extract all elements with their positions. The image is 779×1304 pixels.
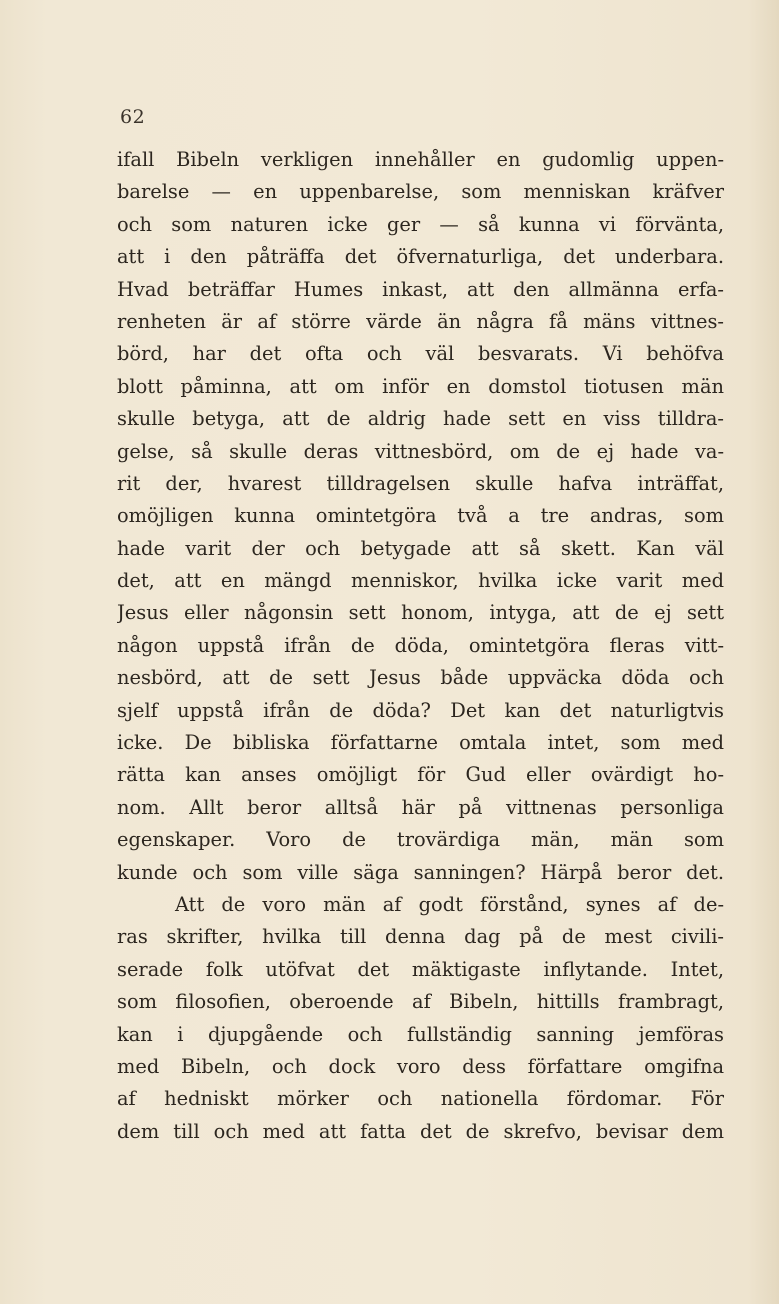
text-line-paragraph-start: Att de voro män af godt förstånd, synes af de- <box>175 892 724 916</box>
text-line: nesbörd, att de sett Jesus både uppväcka döda och <box>117 666 724 690</box>
text-line: nom. Allt beror alltså här på vittnenas personliga <box>117 795 724 819</box>
text-line: någon uppstå ifrån de döda, omintetgöra fleras vitt- <box>117 633 724 657</box>
text-line: med Bibeln, och dock voro dess författare omgifna <box>117 1054 724 1078</box>
text-line: gelse, så skulle deras vittnesbörd, om de ej hade va- <box>117 439 724 463</box>
text-line: kan i djupgående och fullständig sanning jemföras <box>117 1022 724 1046</box>
text-line: kunde och som ville säga sanningen? Härpå beror det. <box>117 860 724 884</box>
text-line: börd, har det ofta och väl besvarats. Vi behöfva <box>117 342 724 366</box>
text-line: sjelf uppstå ifrån de döda? Det kan det naturligtvis <box>117 698 724 722</box>
text-line: Hvad beträffar Humes inkast, att den allmänna erfa- <box>117 277 724 301</box>
page-number: 62 <box>120 106 146 128</box>
text-line: af hedniskt mörker och nationella fördomar. För <box>117 1087 724 1111</box>
text-line: serade folk utöfvat det mäktigaste inflytande. Intet, <box>117 957 724 981</box>
text-line: rätta kan anses omöjligt för Gud eller ovärdigt ho- <box>117 763 724 787</box>
text-line: och som naturen icke ger — så kunna vi förvänta, <box>117 212 724 236</box>
text-line: icke. De bibliska författarne omtala intet, som med <box>117 731 724 755</box>
text-line: blott påminna, att om inför en domstol tiotusen män <box>117 374 724 398</box>
text-line: ifall Bibeln verkligen innehåller en gudomlig uppen- <box>117 148 724 171</box>
text-line: barelse — en uppenbarelse, som menniskan kräfver <box>117 180 724 204</box>
text-line: dem till och med att fatta det de skrefvo, bevisar dem <box>117 1119 724 1143</box>
body-text <box>117 144 724 1148</box>
text-line: att i den påträffa det öfvernaturliga, det underbara. <box>117 245 724 269</box>
text-line: rit der, hvarest tilldragelsen skulle hafva inträffat, <box>117 471 724 495</box>
text-line: renheten är af större värde än några få mäns vittnes- <box>117 309 724 333</box>
text-line: som filosofien, oberoende af Bibeln, hittills frambragt, <box>117 990 724 1014</box>
text-line: hade varit der och betygade att så skett. Kan väl <box>117 536 724 560</box>
text-line: egenskaper. Voro de trovärdiga män, män som <box>117 828 724 852</box>
text-line: ras skrifter, hvilka till denna dag på de mest civili- <box>117 925 724 949</box>
text-line: omöjligen kunna omintetgöra två a tre andras, som <box>117 504 724 528</box>
text-line: skulle betyga, att de aldrig hade sett en viss tilldra- <box>117 407 724 431</box>
text-line: Jesus eller någonsin sett honom, intyga, att de ej sett <box>117 601 724 625</box>
text-line: det, att en mängd menniskor, hvilka icke varit med <box>117 569 724 593</box>
